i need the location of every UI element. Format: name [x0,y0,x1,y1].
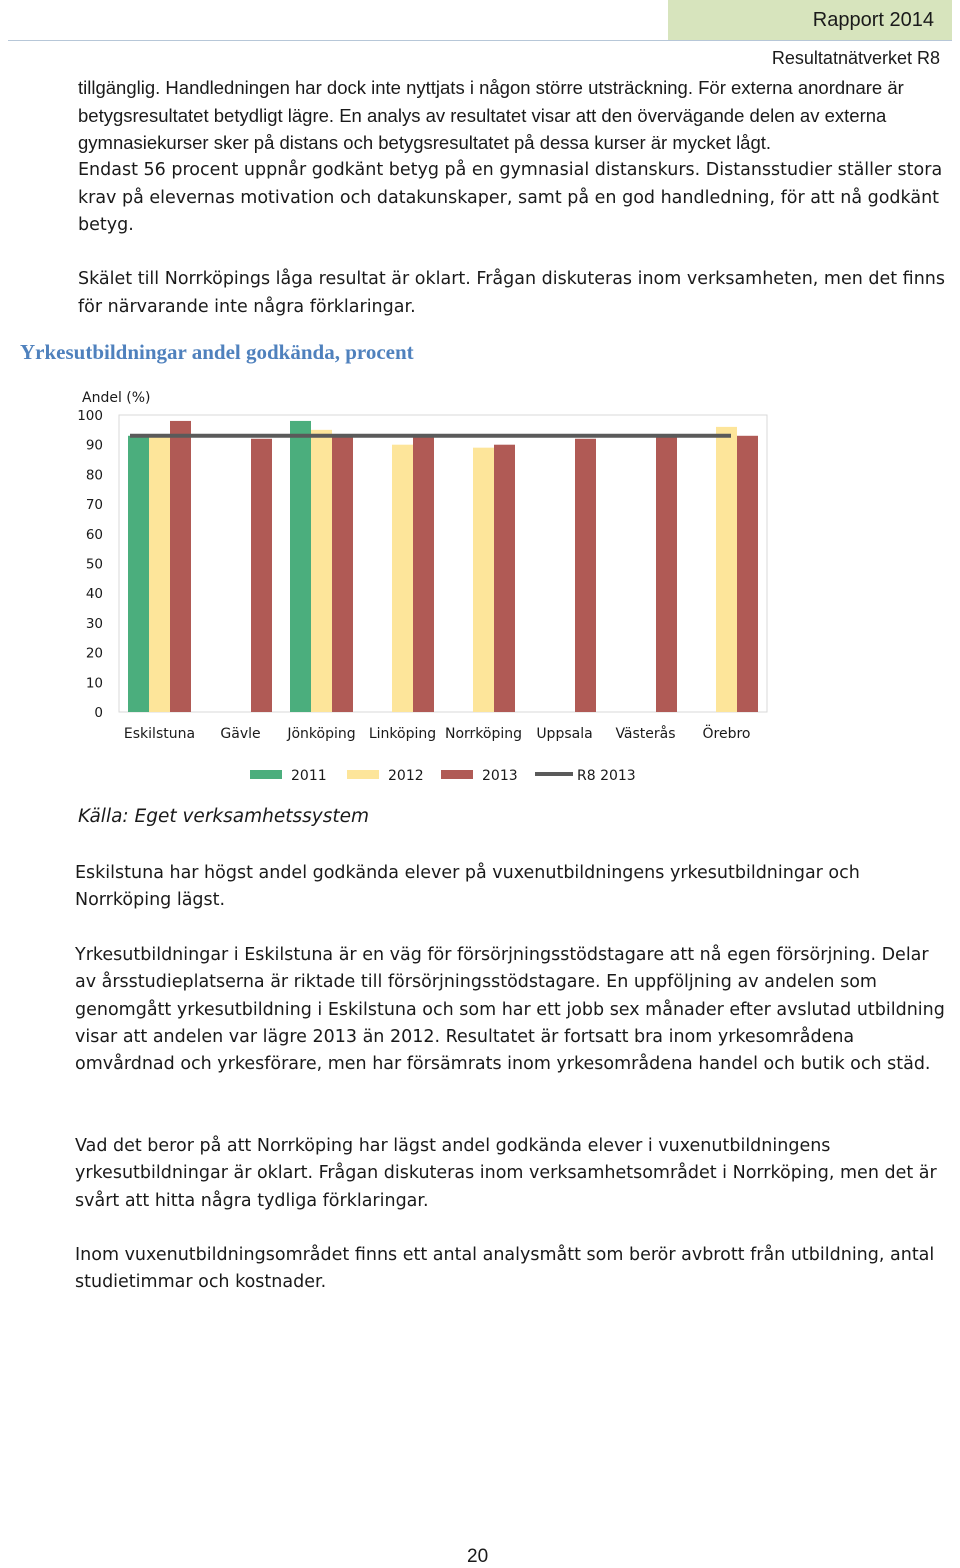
y-axis-label: Andel (%) [82,390,151,406]
x-tick-label: Uppsala [536,726,593,742]
x-tick-label: Eskilstuna [123,726,196,742]
legend-swatch-2013 [441,770,473,779]
legend-label: 2012 [388,768,424,784]
bar-2013-örebro [737,436,758,712]
x-tick-label: Örebro [702,726,751,742]
x-tick-label: Jönköping [287,726,356,742]
paragraph-eskilstuna-followup: Yrkesutbildningar i Eskilstuna är en väg för försörjningsstödstagare att nå egen försörjning. Delar av årsstudieplatserna är riktade till försörjningsstödstagare. En uppföljning av andelen som genomgått yrkesutbildning i Eskilstuna och som har ett jobb sex månader efter avslutad utbildning visar att andelen var lägre 2013 än 2012. Resultatet är fortsatt bra inom yrkesområdena omvårdnad och yrkesförare, men har försämrats inom yrkesområdena handel och butik och städ. [75,945,945,1075]
paragraph-external-providers: tillgänglig. Handledningen har dock inte nyttjats i någon större utsträckning. För externa anordnare är betygsresultatet betydligt lägre. En analys av resultatet visar att den övervägande delen av externa gymnasiekurser sker på distans och betygsresultatet på dessa kurser är mycket lågt. [78,77,904,153]
x-tick-label: Västerås [615,726,676,742]
paragraph-distance-courses: Endast 56 procent uppnår godkänt betyg på en gymnasial distanskurs. Distansstudier ställer stora krav på elevernas motivation och datakunskaper, samt på en god handledning, för att nå godkänt betyg. [78,160,943,235]
paragraph-norrkoping-reason: Skälet till Norrköpings låga resultat är oklart. Frågan diskuteras inom verksamheten, men det finns för närvarande inte några förklaringar. [78,269,946,317]
y-tick-label: 30 [85,615,103,632]
bar-2012-eskilstuna [149,436,170,712]
legend-swatch-2011 [250,770,282,779]
bar-2013-linköping [413,436,434,712]
bar-2011-eskilstuna [128,436,149,712]
bar-2013-norrköping [494,445,515,712]
legend-swatch-2012 [347,770,379,779]
y-tick-label: 70 [85,497,103,514]
bar-2011-jönköping [290,421,311,712]
bar-2013-gävle [251,439,272,712]
legend-label: 2013 [482,768,518,784]
bar-2012-örebro [716,427,737,712]
bar-2013-jönköping [332,436,353,712]
bar-2013-eskilstuna [170,421,191,712]
paragraph-norrkoping-lowest: Vad det beror på att Norrköping har lägst andel godkända elever i vuxenutbildningens yrkesutbildningar är oklart. Frågan diskuteras inom verksamhetsområdet i Norrköping, men det är svårt att hitta några tydliga förklaringar. [75,1136,937,1211]
source-note: Källa: Eget verksamhetssystem [78,806,370,827]
page-number: 20 [467,1546,489,1567]
paragraph-eskilstuna-highest: Eskilstuna har högst andel godkända elever på vuxenutbildningens yrkesutbildningar och Norrköping lägst. [75,863,860,911]
x-tick-label: Linköping [368,726,437,742]
y-tick-label: 100 [77,408,103,424]
bar-2013-uppsala [575,439,596,712]
y-tick-label: 80 [85,467,103,484]
x-tick-label: Norrköping [444,726,523,742]
report-title: Rapport 2014 [812,9,934,31]
y-tick-label: 60 [85,526,103,543]
y-tick-label: 0 [94,705,103,721]
y-tick-label: 10 [85,675,103,692]
bar-2012-jönköping [311,430,332,712]
bar-2012-linköping [392,445,413,712]
y-tick-label: 90 [85,437,103,454]
legend-label: 2011 [291,768,327,784]
y-tick-label: 40 [85,586,103,603]
section-title: Yrkesutbildningar andel godkända, procent [20,340,414,364]
bar-2012-norrköping [473,448,494,712]
network-name: Resultatnätverket R8 [771,48,940,68]
paragraph-analysis-measures: Inom vuxenutbildningsområdet finns ett antal analysmått som berör avbrott från utbildning, antal studietimmar och kostnader. [75,1245,935,1293]
y-tick-label: 50 [85,556,103,573]
x-tick-label: Gävle [220,726,261,742]
y-tick-label: 20 [85,645,103,662]
bar-2013-västerås [656,436,677,712]
legend-label: R8 2013 [577,768,636,784]
